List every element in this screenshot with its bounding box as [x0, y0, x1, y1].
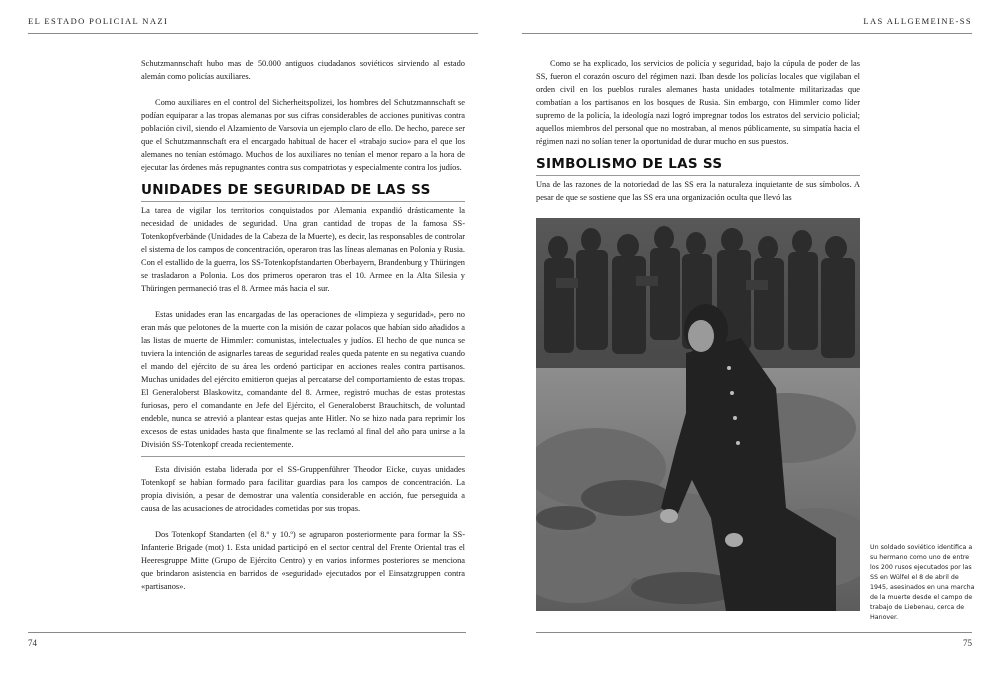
page-number-left: 74	[28, 638, 37, 648]
body-paragraph: Estas unidades eran las encargadas de las operaciones de «limpieza y seguridad», pero no eran más que pelotones de la muerte con la misión de cazar polacos que habían sido añadidos a las listas de muerte de Himmler: comunistas, intelectuales y judíos. El hecho de que nunca se tuviera la intención de asignarles tareas de seguridad reales queda patente en su negativa cuando el mando del ejército de su área les ordenó participar en acciones reales contra partisanos. Muchas unidades del ejército emitieron quejas al percatarse del comportamiento de estas tropas. El Generaloberst Blaskowitz, comandante del 8. Armee, registró muchas de estas protestas furiosas, pero el comandante en Jefe del Ejército, el Generaloberst Brauchitsch, de voluntad endeble, nunca se atrevió a plantear estas quejas ante Hitler. No se hizo nada para reprimir los excesos de estas unidades hasta que finalmente se las reclamó al final del año para unirse a la División SS-Totenkopf creada recientemente.	[141, 310, 465, 449]
section-heading-symbolism: SIMBOLISMO DE LAS SS	[536, 156, 723, 172]
header-rule-right	[522, 33, 972, 34]
body-paragraph: Esta división estaba liderada por el SS-Gruppenführer Theodor Eicke, cuyas unidades Totenkopf se habían formado para facilitar guardias para los campos de concentración. La propia división, a pesar de demostrar una valentía considerable en acción, fue perseguida a causa de las acusaciones de atrocidades cometidas por sus tropas.	[141, 465, 465, 513]
section-rule	[536, 175, 860, 176]
running-header-left: EL ESTADO POLICIAL NAZI	[28, 16, 169, 26]
historical-photograph	[536, 218, 860, 611]
footer-rule-right	[536, 632, 972, 633]
paragraph-divider	[141, 456, 465, 457]
right-page	[500, 0, 1000, 679]
section-rule	[141, 201, 465, 202]
section-heading-security-units: UNIDADES DE SEGURIDAD DE LAS SS	[141, 182, 431, 198]
photo-caption: Un soldado soviético identifica a su hermano como uno de entre los 200 rusos ejecutados por las SS en Wülfel el 8 de abril de 1945, asesinados en una marcha de la muerte desde el campo de trabajo de Liebenau, cerca de Hanover.	[870, 544, 975, 621]
footer-rule-left	[28, 632, 466, 633]
body-paragraph: Una de las razones de la notoriedad de las SS era la naturaleza inquietante de sus símbolos. A pesar de que se sostiene que las SS era una organización oculta que llevó las	[536, 180, 860, 202]
page-number-right: 75	[963, 638, 972, 648]
running-header-right: LAS ALLGEMEINE-SS	[863, 16, 972, 26]
header-rule-left	[28, 33, 478, 34]
body-paragraph: Como auxiliares en el control del Sicherheitspolizei, los hombres del Schutzmannschaft se podían equiparar a las tropas alemanas por sus cifras considerables de acciones punitivas contra población civil, siendo el Alzamiento de Varsovia un ejemplo claro de ello. De hecho, parece ser que el Schutzmannschaft era el encargado habitual de hacer el «trabajo sucio» para el que los alemanes no tenían estómago. Muchos de los auxiliares no tenían el menor reparo a la hora de ejecutar las órdenes más repugnantes contra sus compatriotas y especialmente contra los judíos.	[141, 98, 465, 172]
left-text-column	[141, 57, 465, 593]
body-paragraph: Como se ha explicado, los servicios de policía y seguridad, bajo la cúpula de poder de las SS, fueron el corazón oscuro del régimen nazi. Iban desde los policías locales que vigilaban el orden civil en los pueblos rurales alemanes hasta unidades totalmente militarizadas que combatían a los partisanos en los bosques de Rusia. Sin embargo, con Himmler como líder supremo de la policía, la ideología nazi logró impregnar todos los estratos del servicio policial; aquellos miembros del personal que no mostraban, al menos públicamente, su simpatía hacia el régimen nazi no solían tener la oportunidad de durar mucho en sus puestos.	[536, 59, 860, 146]
body-paragraph: La tarea de vigilar los territorios conquistados por Alemania expandió drásticamente la necesidad de unidades de seguridad. Una gran cantidad de tropas de la famosa SS-Totenkopfverbände (Unidades de la Cabeza de la Muerte), es decir, las responsables de controlar el sistema de los campos de concentración, operaron tras las líneas alemanas en Polonia y Rusia. Con el estallido de la guerra, los SS-Totenkopfstandarten Oberbayern, Brandenburg y Thüringen se trasladaron a Polonia. Los dos primeros operaron tras el 10. Armee en la Alta Silesia y Thüringen permaneció tras el 8. Armee más hacia el sur.	[141, 206, 465, 293]
body-paragraph: Dos Totenkopf Standarten (el 8.º y 10.º) se agruparon posteriormente para formar la SS-Infanterie Brigade (mot) 1. Esta unidad participó en el sector central del Frente Oriental tras el Heeresgruppe Mitte (Grupo de Ejército Centro) y en varios informes posteriores se menciona que brindaron asistencia en barridos de «seguridad» ejecutados por el Einsatzgruppen contra «partisanos».	[141, 530, 465, 591]
right-text-column	[536, 57, 860, 204]
body-paragraph: Schutzmannschaft hubo mas de 50.000 antiguos ciudadanos soviéticos sirviendo al estado alemán como policías auxiliares.	[141, 59, 465, 81]
